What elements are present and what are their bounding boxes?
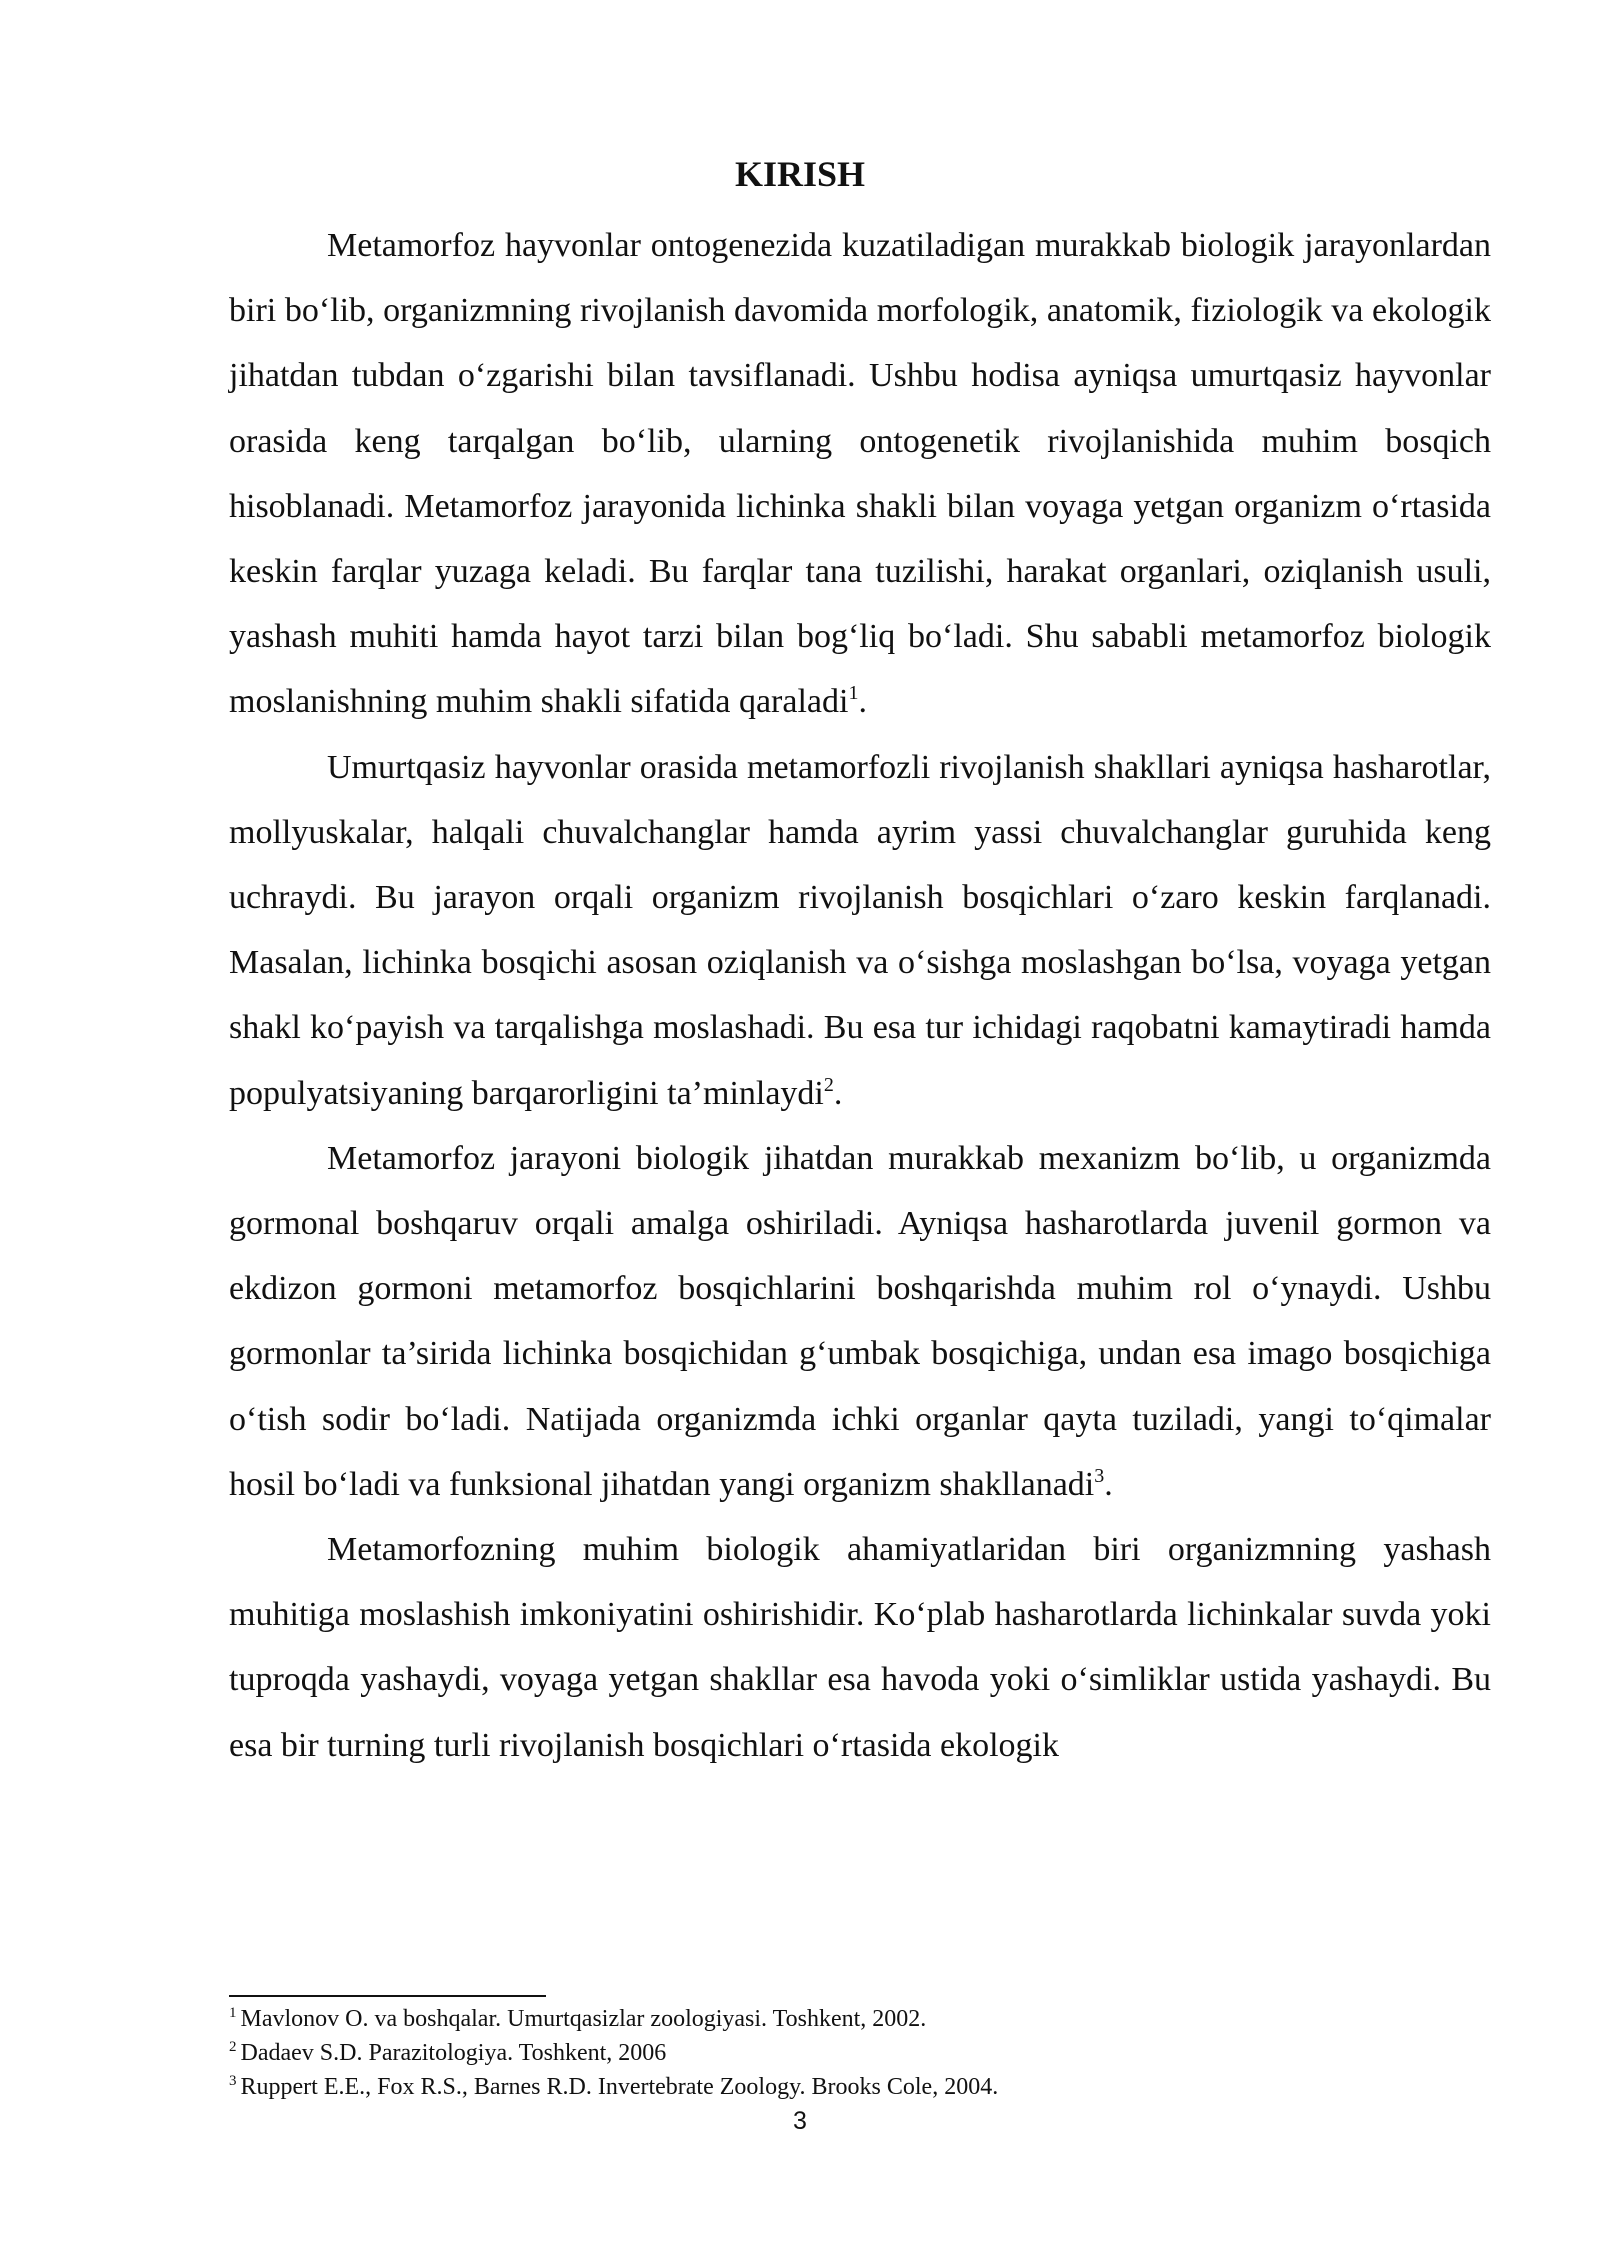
section-heading: KIRISH	[734, 154, 866, 194]
paragraph-text: Umurtqasiz hayvonlar orasida metamorfozli rivojlanish shakllari ayniqsa hasharotlar, mollyuskalar, halqali chuvalchanglar hamda ayrim yassi chuvalchanglar guruhida keng uchraydi. Bu jarayon orqali organizm rivojlanish bosqichlari o‘zaro keskin farqlanadi. Masalan, lichinka bosqichi asosan oziqlanish va o‘sishga moslashgan bo‘lsa, voyaga yetgan shakl ko‘payish va tarqalishga moslashadi. Bu esa tur ichidagi raqobatni kamaytiradi hamda populyatsiyaning barqarorligini ta’minlaydi	[229, 748, 1491, 1112]
footnote-text: Ruppert E.E., Fox R.S., Barnes R.D. Invertebrate Zoology. Brooks Cole, 2004.	[240, 2074, 999, 2100]
footnote-item	[229, 2036, 1491, 2070]
footnote-text: Dadaev S.D. Parazitologiya. Toshkent, 2006	[240, 2040, 667, 2066]
page-number: 3	[793, 2107, 807, 2135]
paragraph-tail: .	[1104, 1465, 1113, 1503]
paragraph	[229, 213, 1491, 735]
footnote-item	[229, 2002, 1491, 2036]
paragraph-text: Metamorfoz jarayoni biologik jihatdan murakkab mexanizm bo‘lib, u organizmda gormonal boshqaruv orqali amalga oshiriladi. Ayniqsa hasharotlarda juvenil gormon va ekdizon gormoni metamorfoz bosqichlarini boshqarishda muhim rol o‘ynaydi. Ushbu gormonlar ta’sirida lichinka bosqichidan g‘umbak bosqichiga, undan esa imago bosqichiga o‘tish sodir bo‘ladi. Natijada organizmda ichki organlar qayta tuziladi, yangi to‘qimalar hosil bo‘ladi va funksional jihatdan yangi organizm shakllanadi	[229, 1139, 1491, 1503]
footnote-number: 3	[229, 2073, 237, 2089]
footnote-reference[interactable]: 3	[1094, 1464, 1105, 1487]
footnote-item	[229, 2070, 1491, 2104]
footnotes	[229, 2002, 1491, 2104]
paragraph	[229, 1126, 1491, 1517]
paragraph-tail: .	[858, 683, 867, 721]
footnote-text: Mavlonov O. va boshqalar. Umurtqasizlar zoologiyasi. Toshkent, 2002.	[240, 2006, 927, 2032]
paragraph	[229, 735, 1491, 1126]
paragraph	[229, 1517, 1491, 1778]
paragraph-tail: .	[833, 1074, 843, 1112]
footnote-reference[interactable]: 1	[848, 682, 859, 705]
footnote-number: 2	[229, 2039, 237, 2055]
footnote-separator	[229, 1995, 546, 1997]
body-text	[229, 213, 1491, 1778]
footnote-reference[interactable]: 2	[823, 1073, 834, 1096]
paragraph-text: Metamorfoz hayvonlar ontogenezida kuzatiladigan murakkab biologik jarayonlardan biri bo‘lib, organizmning rivojlanish davomida morfologik, anatomik, fiziologik va ekologik jihatdan tubdan o‘zgarishi bilan tavsiflanadi. Ushbu hodisa ayniqsa umurtqasiz hayvonlar orasida keng tarqalgan bo‘lib, ularning ontogenetik rivojlanishida muhim bosqich hisoblanadi. Metamorfoz jarayonida lichinka shakli bilan voyaga yetgan organizm o‘rtasida keskin farqlar yuzaga keladi. Bu farqlar tana tuzilishi, harakat organlari, oziqlanish usuli, yashash muhiti hamda hayot tarzi bilan bog‘liq bo‘ladi. Shu sababli metamorfoz biologik moslanishning muhim shakli sifatida qaraladi	[229, 227, 1491, 721]
footnote-number: 1	[229, 2005, 237, 2021]
paragraph-text: Metamorfozning muhim biologik ahamiyatlaridan biri organizmning yashash muhitiga moslashish imkoniyatini oshirishidir. Ko‘plab hasharotlarda lichinkalar suvda yoki tuproqda yashaydi, voyaga yetgan shakllar esa havoda yoki o‘simliklar ustida yashaydi. Bu esa bir turning turli rivojlanish bosqichlari o‘rtasida ekologik	[229, 1531, 1491, 1764]
